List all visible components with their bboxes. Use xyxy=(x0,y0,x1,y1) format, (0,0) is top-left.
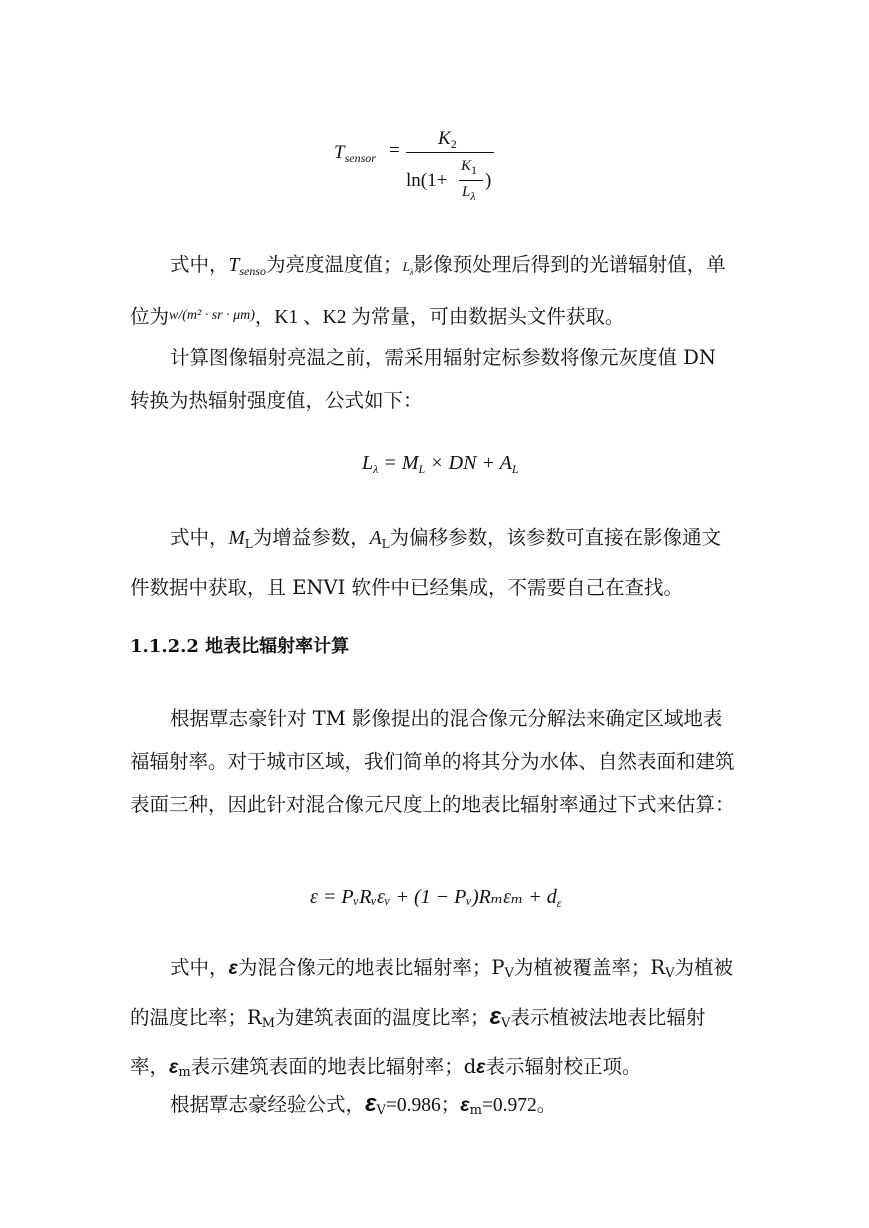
formula-tsensor xyxy=(334,128,504,213)
formula-lhs: T xyxy=(334,142,345,163)
epsilon-symbol-large: ε xyxy=(489,1003,501,1030)
formula-numerator-sub: 2 xyxy=(450,137,457,151)
para1-text-3: 影像预处理后得到的光谱辐射值，单位为 xyxy=(130,253,726,328)
para5-text-7: 表示建筑表面的地表比辐射率；d xyxy=(190,1055,477,1078)
para3-text-2: 为增益参数， xyxy=(252,526,370,549)
inner-fraction-bar xyxy=(459,180,483,181)
epsilon-m-value: =0.972。 xyxy=(481,1095,557,1116)
paragraph-4: 根据覃志豪针对 TM 影像提出的混合像元分解法来确定区域地表福辐射率。对于城市区域，我们简单的将其分为水体、自然表面和建筑表面三种，因此针对混合像元尺度上的地表比辐射率通过下式来估算： xyxy=(130,707,735,816)
epsilon-symbol: ε xyxy=(228,957,238,979)
sub-v-1: V xyxy=(504,966,514,981)
formula-inner-den: L xyxy=(462,184,471,200)
para3-text-3: 为偏移参数，该参数可直接在影像通文件数据中获取，且 ENVI 软件中已经集成，不需要自己在查找。 xyxy=(130,526,722,599)
unit-expression: w/(m² · sr · μm) xyxy=(169,308,255,323)
f2-m-sub: L xyxy=(418,462,426,476)
epsilon-symbol-3: ε xyxy=(476,1056,486,1078)
var-m-sub: L xyxy=(244,537,253,551)
paragraph-6 xyxy=(130,1082,740,1132)
formula-emissivity xyxy=(310,884,561,911)
paragraph-5 xyxy=(130,946,740,1094)
para6-text-1: 根据覃志豪经验公式， xyxy=(170,1093,366,1116)
epsilon-symbol-2: ε xyxy=(169,1056,179,1078)
para1-text-1: 式中， xyxy=(170,253,229,276)
para3-text-1: 式中， xyxy=(170,526,229,549)
fraction-bar xyxy=(406,152,494,153)
var-l-sub: λ xyxy=(409,267,414,277)
f2-l: L xyxy=(362,452,374,474)
paragraph-3 xyxy=(130,516,740,609)
formula-numerator: K xyxy=(438,128,451,149)
paragraph-2: 计算图像辐射亮温之前，需采用辐射定标参数将像元灰度值 DN 转换为热辐射强度值，公式如下： xyxy=(130,346,716,412)
para1-text-4: ，K1 、K2 为常量，可由数据头文件获取。 xyxy=(254,307,625,328)
var-m: M xyxy=(228,528,245,549)
formula-inner-num-sub: 1 xyxy=(471,163,478,177)
formula-den-suffix: ) xyxy=(485,170,492,191)
f3-sub: ε xyxy=(556,896,562,910)
para5-text-2: 为混合像元的地表比辐射率；P xyxy=(237,956,505,979)
formula-eq: = xyxy=(389,140,400,161)
f2-mid: × DN + A xyxy=(425,452,512,474)
epsilon-m-symbol: ε xyxy=(460,1094,470,1116)
f3-body: ε = PᵥRᵥεᵥ + (1 − Pᵥ)Rₘεₘ + d xyxy=(310,886,557,908)
sub-v: V xyxy=(376,1103,386,1118)
paragraph-1 xyxy=(130,243,740,339)
sub-v-3: V xyxy=(501,1016,511,1031)
formula-inner-den-sub: λ xyxy=(470,189,476,203)
var-l: L xyxy=(402,259,410,274)
var-t: T xyxy=(228,255,240,276)
sub-m-1: M xyxy=(261,1016,275,1031)
f2-body: = M xyxy=(378,452,419,474)
formula-inner-num: K xyxy=(461,158,472,174)
para5-text-6: 表示植被法地表比辐射率， xyxy=(130,1006,706,1078)
var-t-sub: senso xyxy=(239,264,267,278)
var-a-sub: L xyxy=(381,537,390,551)
f2-a-sub: L xyxy=(511,462,519,476)
para5-text-4: 为植被的温度比率；R xyxy=(130,956,733,1029)
f2-l-sub: λ xyxy=(373,462,379,476)
para5-text-8: 表示辐射校正项。 xyxy=(485,1055,642,1078)
formula-radiance xyxy=(362,452,519,477)
formula-den-prefix: ln(1+ xyxy=(406,170,448,191)
section-heading: 1.1.2.2 地表比辐射率计算 xyxy=(130,636,350,657)
para5-text-1: 式中， xyxy=(170,956,229,979)
para5-text-5: 为建筑表面的温度比率； xyxy=(275,1006,490,1029)
formula-lhs-sub: sensor xyxy=(344,151,376,165)
var-a: A xyxy=(369,528,382,549)
epsilon-v-value: =0.986； xyxy=(385,1095,461,1116)
sub-v-2: V xyxy=(665,966,675,981)
para1-text-2: 为亮度温度值； xyxy=(266,253,403,276)
para5-text-3: 为植被覆盖率；R xyxy=(513,956,666,979)
sub-m: m xyxy=(469,1103,482,1118)
sub-m-2: m xyxy=(178,1065,191,1080)
epsilon-v-symbol: ε xyxy=(365,1090,377,1117)
